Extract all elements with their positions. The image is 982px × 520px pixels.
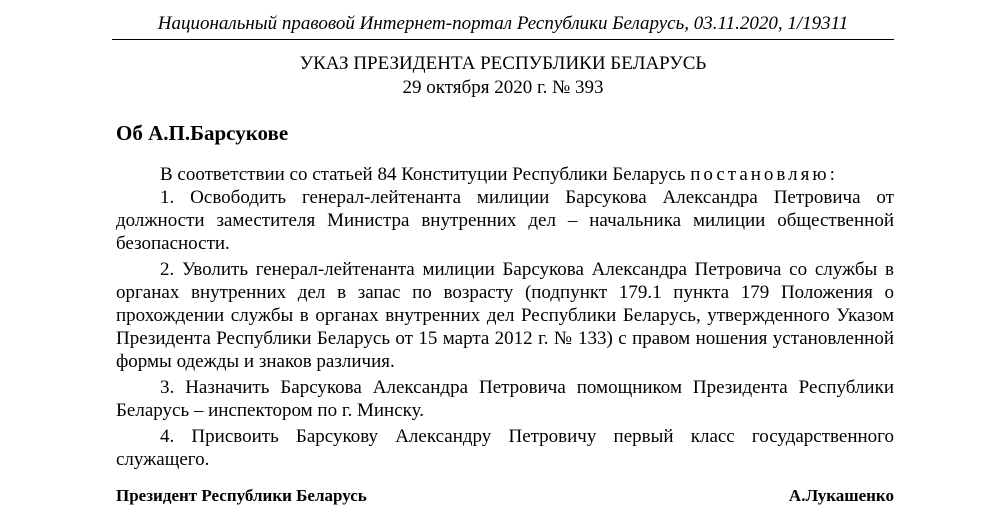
- document-body: [116, 163, 894, 471]
- preamble-emphasis: постановляю:: [690, 164, 838, 185]
- document-date-number: 29 октября 2020 г. № 393: [402, 77, 604, 98]
- signature-name: А.Лукашенко: [788, 486, 894, 505]
- signature-position: Президент Республики Беларусь: [116, 486, 367, 505]
- decree-item-1: 1. Освободить генерал-лейтенанта милиции Барсукова Александра Петровича от должности заместителя Министра внутренних дел – начальника милиции общественной безопасности.: [116, 187, 894, 254]
- preamble-text: В соответствии со статьей 84 Конституции Республики Беларусь: [160, 164, 691, 185]
- decree-item-3: 3. Назначить Барсукова Александра Петровича помощником Президента Республики Беларусь – инспектором по г. Минску.: [116, 377, 894, 421]
- document-type: УКАЗ ПРЕЗИДЕНТА РЕСПУБЛИКИ БЕЛАРУСЬ: [299, 53, 707, 74]
- source-header: Национальный правовой Интернет-портал Республики Беларусь, 03.11.2020, 1/19311: [112, 12, 894, 40]
- decree-item-2: 2. Уволить генерал-лейтенанта милиции Барсукова Александра Петровича со службы в органах внутренних дел в запас по возрасту (подпункт 179.1 пункта 179 Положения о прохождении службы в органах внутренних дел Республики Беларусь, утвержденного Указом Президента Республики Беларусь от 15 марта 2012 г. № 133) с правом ношения установленной формы одежды и знаков различия.: [116, 259, 894, 372]
- document-title: Об А.П.Барсукове: [116, 121, 289, 145]
- decree-item-4: 4. Присвоить Барсукову Александру Петровичу первый класс государственного служащего.: [116, 426, 894, 470]
- preamble-paragraph: [116, 163, 894, 186]
